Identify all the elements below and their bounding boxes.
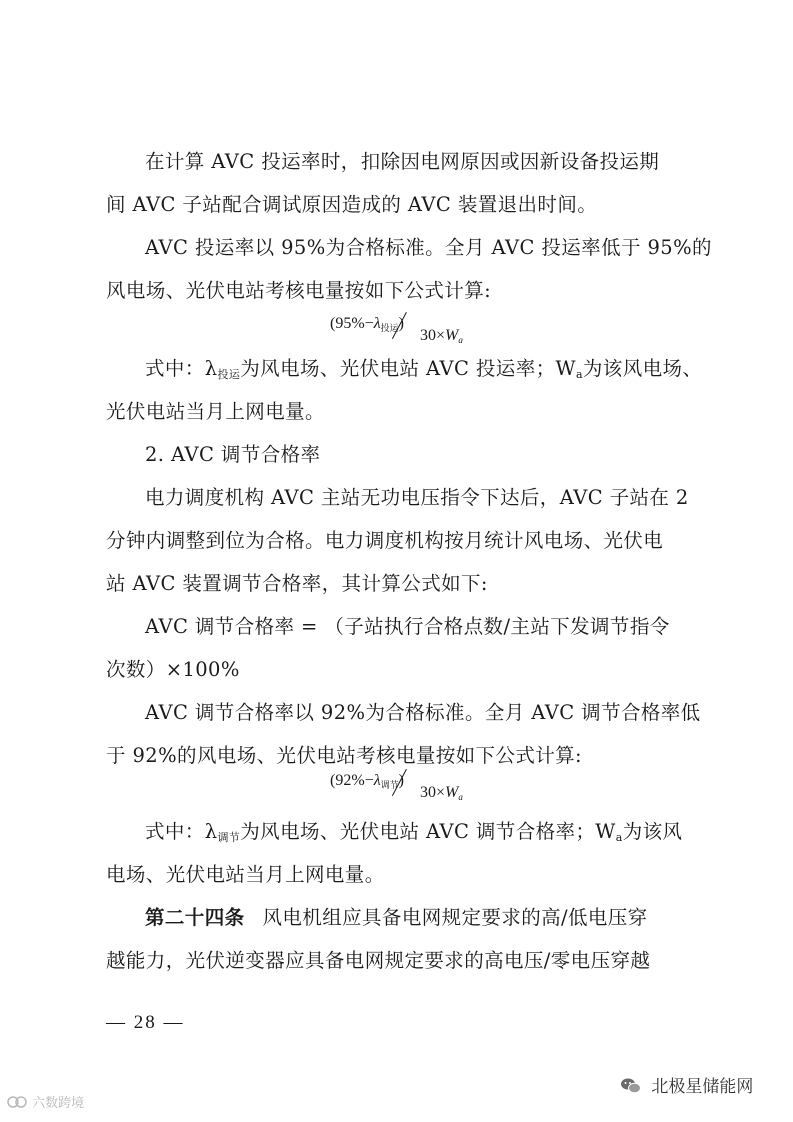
- formula-lambda: λ: [373, 772, 381, 789]
- article-heading: 第二十四条: [145, 906, 245, 929]
- formula-w-sub: a: [458, 792, 463, 802]
- formula-close: ): [398, 772, 404, 789]
- watermark-left-text: 六数跨境: [32, 1096, 85, 1111]
- paragraph-line: 电场、光伏电站当月上网电量。: [106, 863, 385, 886]
- formula-open: (95%−: [330, 315, 374, 332]
- subscript: a: [575, 368, 583, 381]
- page-number: — 28 —: [106, 1012, 185, 1033]
- formula-denominator: 30: [419, 327, 436, 344]
- article-text: 风电机组应具备电网规定要求的高/低电压穿: [262, 906, 648, 929]
- text-span: 为风电场、光伏电站 AVC 调节合格率；W: [240, 820, 616, 843]
- watermark-right-text: 北极星储能网: [651, 1077, 754, 1097]
- text-span: 为该风: [622, 820, 683, 843]
- text-span: 式中：λ: [145, 357, 218, 380]
- formula-denominator: 30: [419, 784, 436, 801]
- formula-regulation-rate: [330, 769, 463, 802]
- paragraph-line: 电力调度机构 AVC 主站无功电压指令下达后，AVC 子站在 2: [145, 486, 689, 509]
- formula-times: ×: [435, 327, 445, 344]
- paragraph-line: 站 AVC 装置调节合格率，其计算公式如下:: [106, 572, 488, 595]
- paragraph-line: AVC 投运率以 95%为合格标准。全月 AVC 投运率低于 95%的: [145, 236, 712, 259]
- wechat-icon: [620, 1077, 642, 1095]
- paragraph-line: 于 92%的风电场、光伏电站考核电量按如下公式计算:: [106, 744, 583, 767]
- watermark-left: [6, 1092, 84, 1111]
- fraction-slash: [404, 312, 420, 338]
- paragraph-line: 越能力，光伏逆变器应具备电网规定要求的高电压/零电压穿越: [106, 949, 651, 972]
- paragraph-line: AVC 调节合格率 = （子站执行合格点数/主站下发调节指令: [145, 615, 670, 638]
- paragraph-line: [145, 818, 696, 852]
- paragraph-line: 分钟内调整到位为合格。电力调度机构按月统计风电场、光伏电: [106, 529, 664, 552]
- article-line: [145, 904, 696, 932]
- watermark-right: [620, 1072, 753, 1097]
- paragraph-line: 间 AVC 子站配合调试原因造成的 AVC 装置退出时间。: [106, 193, 598, 216]
- subscript: a: [615, 831, 623, 844]
- formula-w-sub: a: [458, 335, 463, 345]
- subscript: 投运: [217, 368, 241, 381]
- formula-investment-rate: [330, 312, 463, 345]
- formula-open: (92%−: [330, 772, 374, 789]
- text-span: 为该风电场、: [582, 357, 703, 380]
- paragraph-line: [145, 355, 703, 389]
- watermark-logo-icon: [6, 1095, 28, 1109]
- paragraph-line: 在计算 AVC 投运率时，扣除因电网原因或因新设备投运期: [145, 150, 660, 173]
- formula-times: ×: [435, 784, 445, 801]
- formula-w: W: [445, 784, 459, 801]
- formula-close: ): [398, 315, 404, 332]
- section-heading: 2. AVC 调节合格率: [145, 443, 321, 466]
- formula-lambda: λ: [373, 315, 381, 332]
- formula-w: W: [445, 327, 459, 344]
- paragraph-line: 光伏电站当月上网电量。: [106, 400, 325, 423]
- formula-lambda-sub: 投运: [380, 323, 399, 333]
- text-span: 式中：λ: [145, 820, 218, 843]
- paragraph-line: AVC 调节合格率以 92%为合格标准。全月 AVC 调节合格率低: [145, 701, 701, 724]
- fraction-slash: [404, 769, 420, 795]
- subscript: 调节: [217, 831, 241, 844]
- formula-lambda-sub: 调节: [380, 780, 399, 790]
- text-span: 为风电场、光伏电站 AVC 投运率；W: [240, 357, 576, 380]
- paragraph-line: 风电场、光伏电站考核电量按如下公式计算:: [106, 279, 492, 302]
- paragraph-line: 次数）×100%: [106, 658, 240, 681]
